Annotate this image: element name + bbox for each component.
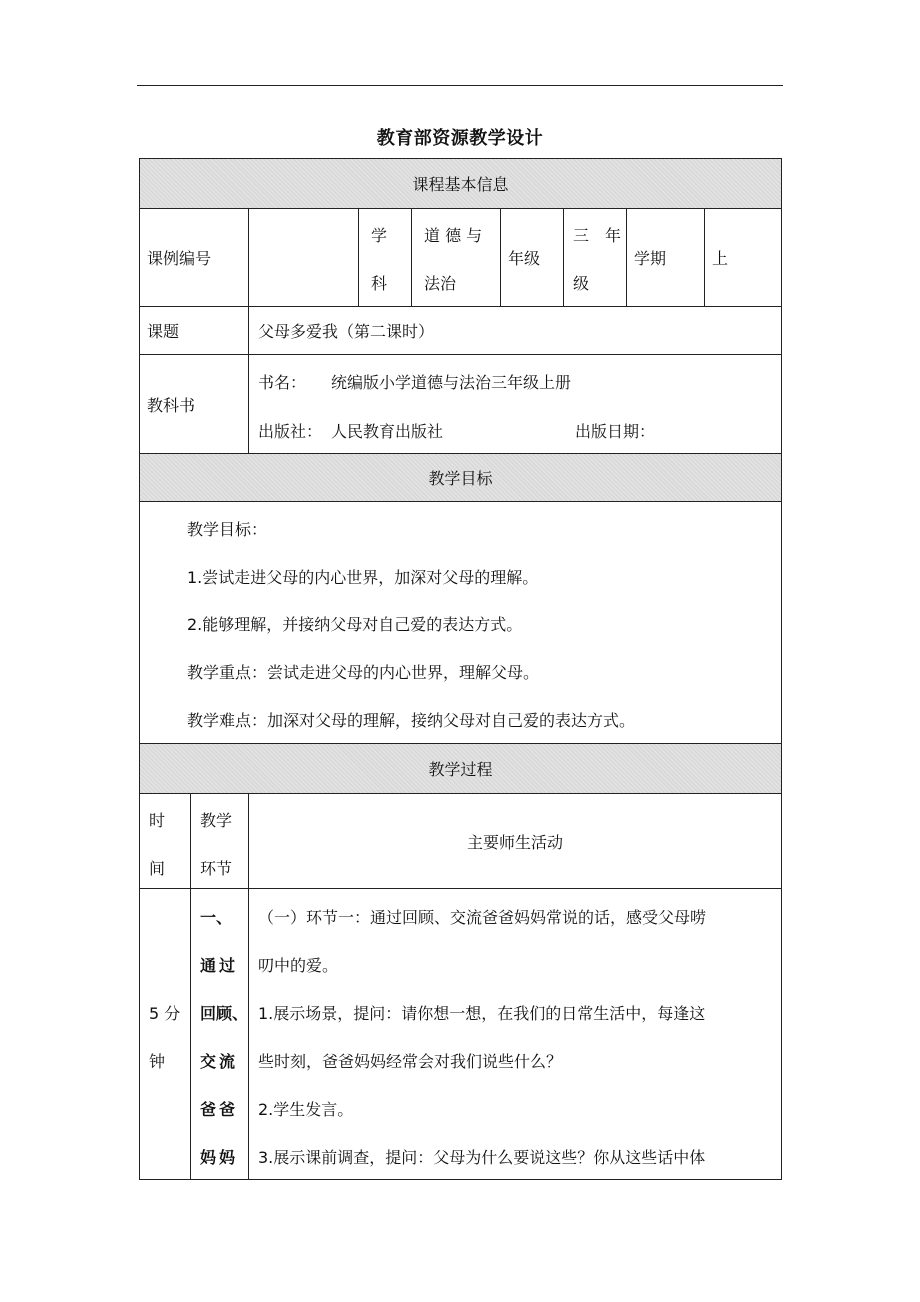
stage-header-line-2: 环节 xyxy=(200,859,233,878)
publish-date-label: 出版日期： xyxy=(575,422,656,441)
activity-header: 主要师生活动 xyxy=(466,832,563,852)
semester-value-cell xyxy=(704,208,782,307)
objectives-header xyxy=(139,453,782,502)
process-title: 教学过程 xyxy=(428,760,493,779)
semester-label-cell xyxy=(626,208,705,307)
subject-value-line-2: 法治 xyxy=(424,274,457,293)
time-header-line-2: 间 xyxy=(149,859,166,878)
time-column-header xyxy=(139,793,191,889)
objective-item-1: 1.尝试走进父母的内心世界，加深对父母的理解。 xyxy=(187,568,539,587)
row1-activity-line-6: 3.展示课前调查，提问：父母为什么要说这些？你从这些话中体 xyxy=(258,1148,706,1167)
publisher-label: 出版社： xyxy=(258,422,323,441)
stage-column-header xyxy=(190,793,249,889)
objectives-body xyxy=(139,501,782,744)
time-header-line-1: 时 xyxy=(149,811,166,830)
objectives-title: 教学目标 xyxy=(428,469,493,488)
row1-stage-line-6: 妈妈 xyxy=(200,1148,239,1167)
basic-info-header xyxy=(139,158,782,209)
objectives-heading: 教学目标： xyxy=(187,520,268,539)
textbook-label-cell xyxy=(139,354,249,454)
row1-activity-line-3: 1.展示场景，提问：请你想一想，在我们的日常生活中，每逢这 xyxy=(258,1004,706,1023)
case-number-label-cell xyxy=(139,208,249,307)
row1-time-cell xyxy=(139,888,191,1180)
row1-activity-line-2: 叨中的爱。 xyxy=(258,956,339,975)
row1-activity-line-1: （一）环节一：通过回顾、交流爸爸妈妈常说的话，感受父母唠 xyxy=(258,908,707,927)
book-name-label: 书名： xyxy=(258,373,307,392)
topic-value-cell xyxy=(248,306,782,355)
row1-stage-line-2: 通过 xyxy=(200,956,239,975)
activity-column-header xyxy=(248,793,782,889)
grade-label-cell xyxy=(500,208,564,307)
row1-activity-line-5: 2.学生发言。 xyxy=(258,1100,354,1119)
objective-item-2: 2.能够理解，并接纳父母对自己爱的表达方式。 xyxy=(187,615,523,634)
grade-label: 年级 xyxy=(508,249,541,268)
subject-label-cell xyxy=(358,208,412,307)
key-point: 教学重点：尝试走进父母的内心世界，理解父母。 xyxy=(187,663,540,682)
row1-stage-line-1: 一、 xyxy=(200,908,233,927)
row1-stage-line-5: 爸爸 xyxy=(200,1100,239,1119)
row1-stage-cell xyxy=(190,888,249,1180)
grade-value-line-2: 级 xyxy=(573,274,590,293)
row1-stage-line-4: 交流 xyxy=(200,1052,239,1071)
topic-label-cell xyxy=(139,306,249,355)
row1-time-line-2: 钟 xyxy=(149,1052,166,1071)
subject-label-line-2: 科 xyxy=(371,274,388,293)
semester-value: 上 xyxy=(712,249,729,268)
book-name-value: 统编版小学道德与法治三年级上册 xyxy=(331,373,572,392)
header-rule xyxy=(137,85,783,86)
textbook-label: 教科书 xyxy=(147,395,196,415)
subject-value-cell xyxy=(411,208,501,307)
stage-header-line-1: 教学 xyxy=(200,811,233,830)
subject-label-line-1: 学 xyxy=(371,226,388,245)
case-number-value-cell xyxy=(248,208,359,307)
row1-activity-cell xyxy=(248,888,782,1180)
publisher-value: 人民教育出版社 xyxy=(331,422,444,441)
grade-value-cell xyxy=(563,208,627,307)
topic-value: 父母多爱我（第二课时） xyxy=(258,322,435,341)
subject-value-line-1: 道 德 与 xyxy=(424,226,483,245)
row1-activity-line-4: 些时刻，爸爸妈妈经常会对我们说些什么？ xyxy=(258,1052,563,1071)
case-number-label: 课例编号 xyxy=(147,249,212,268)
basic-info-title: 课程基本信息 xyxy=(412,175,509,194)
document-title: 教育部资源教学设计 xyxy=(376,128,544,149)
difficulty: 教学难点：加深对父母的理解，接纳父母对自己爱的表达方式。 xyxy=(187,711,636,730)
topic-label: 课题 xyxy=(147,322,180,341)
process-header xyxy=(139,743,782,794)
row1-stage-line-3: 回顾、 xyxy=(200,1004,249,1023)
row1-time-line-1: 5 分 xyxy=(149,1004,181,1023)
grade-value-line-1: 三 年 xyxy=(573,226,622,245)
semester-label: 学期 xyxy=(634,249,667,268)
textbook-detail-cell xyxy=(248,354,782,454)
